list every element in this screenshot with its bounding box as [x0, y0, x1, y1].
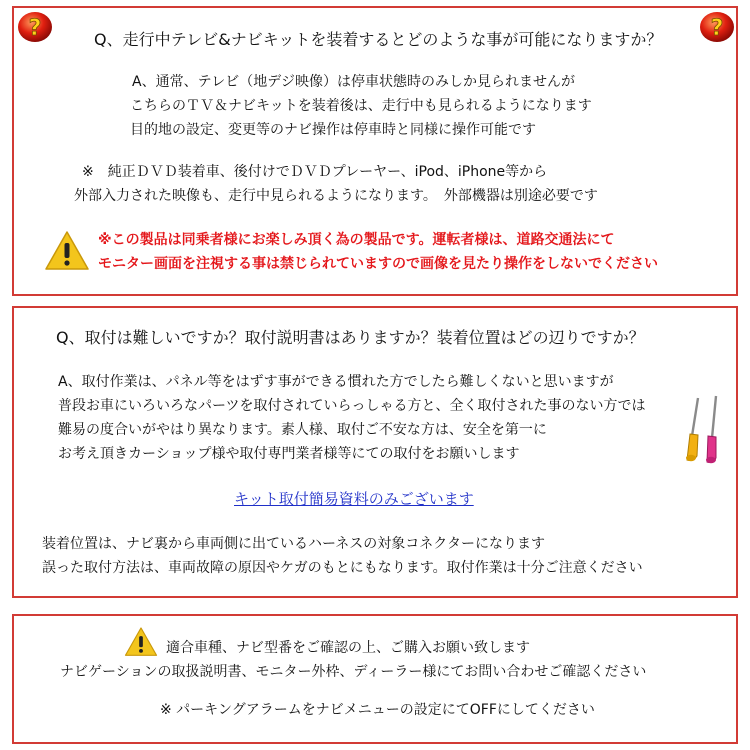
answer-line: A、取付作業は、パネル等をはずす事ができる慣れた方でしたら難しくないと思いますが: [58, 374, 614, 390]
faq-question: Q、取付は難しいですか？取付説明書はありますか？装着位置はどの辺りですか？: [56, 328, 645, 347]
warning-line: モニター画面を注視する事は禁じられていますので画像を見たり操作をしないでください: [98, 256, 658, 272]
note-line: ※ 純正ＤＶＤ装着車、後付けでＤＶＤプレーヤー、iPod、iPhone等から: [82, 164, 548, 180]
faq-question: Q、走行中テレビ&ナビキットを装着するとどのような事が可能になりますか？: [94, 30, 663, 49]
answer-line: こちらのＴＶ＆ナビキットを装着後は、走行中も見られるようになります: [130, 98, 592, 114]
screwdrivers-icon: [678, 392, 728, 468]
answer-line: A、通常、テレビ（地デジ映像）は停車状態時のみしか見られませんが: [132, 74, 576, 90]
faq-section-driving-tv: [12, 6, 738, 296]
warning-line: ※この製品は同乗者様にお楽しみ頂く為の製品です。運転者様は、道路交通法にて: [98, 232, 615, 248]
svg-text:?: ?: [710, 16, 724, 41]
answer-line: 普段お車にいろいろなパーツを取付されていらっしゃる方と、全く取付された事のない方では: [58, 398, 646, 414]
notice-line: ※ パーキングアラームをナビメニューの設定にてOFFにしてください: [160, 702, 595, 718]
warning-triangle-icon: [124, 626, 158, 658]
svg-text:?: ?: [28, 16, 42, 41]
install-guide-link[interactable]: キット取付簡易資料のみございます: [234, 490, 474, 508]
notice-line: 適合車種、ナビ型番をご確認の上、ご購入お願い致します: [166, 640, 530, 656]
note-line: 外部入力された映像も、走行中見られるようになります。 外部機器は別途必要です: [74, 188, 598, 204]
faq-section-installation: [12, 306, 738, 598]
answer-line: 目的地の設定、変更等のナビ操作は停車時と同様に操作可能です: [130, 122, 536, 138]
answer-line: お考え頂きカーショップ様や取付専門業者様等にての取付をお願いします: [58, 446, 520, 462]
warning-triangle-icon: [44, 230, 90, 272]
purchase-notice-section: [12, 614, 738, 744]
notice-line: ナビゲーションの取扱説明書、モニター外枠、ディーラー様にてお問い合わせご確認ください: [60, 664, 647, 680]
position-line: 誤った取付方法は、車両故障の原因やケガのもとにもなります。取付作業は十分ご注意ください: [42, 560, 643, 576]
question-ball-icon: [16, 10, 54, 44]
answer-line: 難易の度合いがやはり異なります。素人様、取付ご不安な方は、安全を第一に: [58, 422, 547, 438]
question-ball-icon: [698, 10, 736, 44]
position-line: 装着位置は、ナビ裏から車両側に出ているハーネスの対象コネクターになります: [42, 536, 546, 552]
